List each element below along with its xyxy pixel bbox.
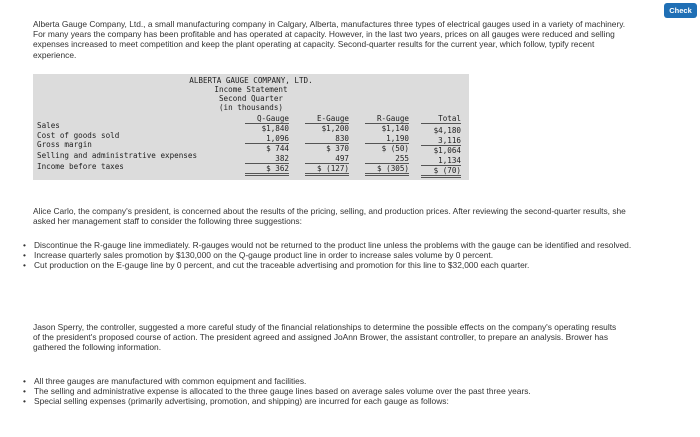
cell-cogs-e: 830: [305, 134, 349, 144]
cell-sa-e: 497: [305, 154, 349, 164]
check-button[interactable]: Check: [664, 3, 697, 18]
cell-gm-q: $ 744: [266, 144, 289, 153]
row-label-income-before-taxes: Income before taxes: [37, 162, 124, 171]
intro-paragraph: Alberta Gauge Company, Ltd., a small manufacturing company in Calgary, Alberta, manufactures three types of electrical gauges used in a variety of machinery. For many years the company has been profitable and has operated at capacity. However, in the last two years, prices on all gauges were reduced and selling expenses increased to meet competition and keep the plant operating at capacity. Second-quarter results for the current year, which follow, typify recent experience.: [33, 19, 626, 60]
income-statement: [33, 74, 469, 180]
list-item: • All three gauges are manufactured with common equipment and facilities.: [23, 376, 307, 386]
cell-sa-total: 1,134: [421, 156, 461, 166]
cell-gm-total: $1,064: [433, 146, 461, 155]
statement-title-company: ALBERTA GAUGE COMPANY, LTD.: [189, 76, 313, 85]
suggestions-list: [22, 240, 632, 271]
cell-cogs-r: 1,190: [365, 134, 409, 144]
cell-sa-r: 255: [365, 154, 409, 164]
row-label-sales: Sales: [37, 121, 60, 130]
row-label-gross-margin: Gross margin: [37, 140, 92, 149]
cell-cogs-total: 3,116: [421, 136, 461, 146]
cell-gm-r: $ (50): [381, 144, 409, 153]
header-e-gauge: E-Gauge: [305, 114, 349, 124]
cell-ibt-e: $ (127): [305, 164, 349, 176]
cell-gm-e: $ 370: [326, 144, 349, 153]
controller-paragraph: Jason Sperry, the controller, suggested a more careful study of the financial relationships to determine the possible effects on the company's operating results of the president's proposed course of action. The president agreed and assigned JoAnn Brower, the assistant controller, to prepare an analysis. Brower has gathered the following information.: [33, 322, 617, 353]
cell-sales-r: $1,140: [381, 124, 409, 133]
row-label-cogs: Cost of goods sold: [37, 131, 120, 140]
cell-ibt-q: $ 362: [245, 164, 289, 176]
cell-ibt-r: $ (305): [365, 164, 409, 176]
statement-title-name: Income Statement: [214, 85, 288, 94]
header-r-gauge: R-Gauge: [365, 114, 409, 124]
list-item: • The selling and administrative expense is allocated to the three gauge lines based on average sales volume over the past three years.: [23, 386, 531, 397]
header-q-gauge: Q-Gauge: [245, 114, 289, 124]
statement-title-period: Second Quarter: [218, 94, 283, 103]
header-total: Total: [421, 114, 461, 124]
list-item: • Cut production on the E-gauge line by 0 percent, and cut the traceable advertising and promotion for this line to $32,000 each quarter.: [23, 260, 530, 271]
cell-sales-e: $1,200: [321, 124, 349, 133]
list-item: • Discontinue the R-gauge line immediately. R-gauges would not be returned to the product line unless the problems with the gauge can be identified and resolved.: [23, 240, 632, 250]
list-item: • Increase quarterly sales promotion by $130,000 on the Q-gauge product line in order to increase sales volume by 0 percent.: [23, 250, 494, 261]
row-label-selling-admin: Selling and administrative expenses: [37, 151, 198, 160]
facts-list: [22, 376, 632, 407]
statement-title-units: (in thousands): [218, 103, 283, 112]
cell-sales-q: $1,840: [261, 124, 289, 133]
cell-sa-q: 382: [245, 154, 289, 164]
cell-ibt-total: $ (70): [421, 166, 461, 178]
list-item: • Special selling expenses (primarily advertising, promotion, and shipping) are incurred for each gauge as follows:: [23, 396, 449, 407]
president-paragraph: Alice Carlo, the company's president, is concerned about the results of the pricing, selling, and production prices. After reviewing the second-quarter results, she asked her management staff to consider the following three suggestions:: [33, 206, 626, 227]
cell-sales-total: $4,180: [433, 126, 461, 135]
cell-cogs-q: 1,096: [245, 134, 289, 144]
